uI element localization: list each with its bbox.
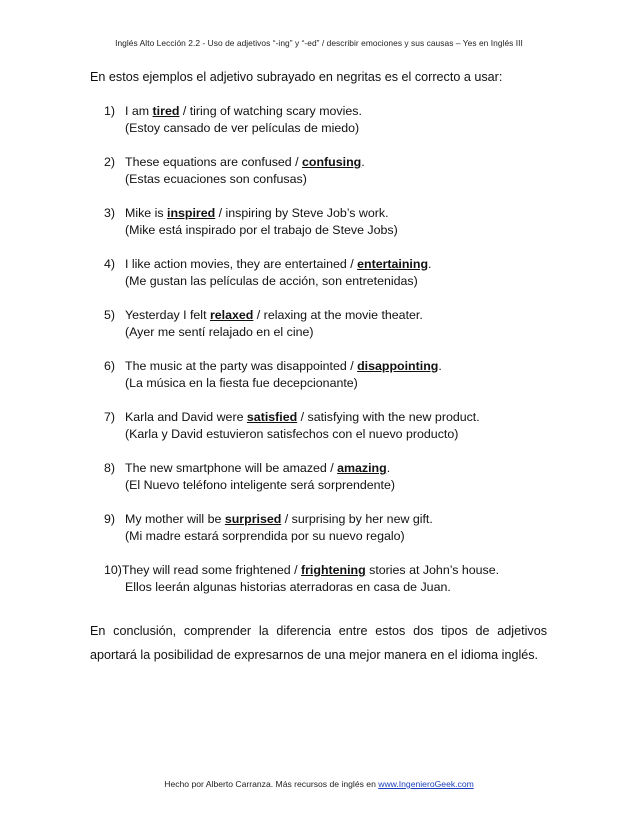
item-number: 7) bbox=[104, 410, 116, 424]
spanish-translation: (Mike está inspirado por el trabajo de Steve Jobs) bbox=[125, 223, 398, 237]
list-item bbox=[104, 460, 564, 511]
spanish-translation: (Me gustan las películas de acción, son entretenidas) bbox=[125, 274, 418, 288]
item-number: 3) bbox=[104, 206, 116, 220]
correct-adjective: confusing bbox=[302, 155, 362, 169]
correct-adjective: amazing bbox=[337, 461, 387, 475]
correct-adjective: inspired bbox=[167, 206, 216, 220]
english-sentence bbox=[104, 256, 564, 273]
list-item bbox=[104, 562, 564, 613]
english-sentence bbox=[104, 307, 564, 324]
sentence-part: / relaxing at the movie theater. bbox=[253, 308, 423, 322]
correct-adjective: entertaining bbox=[357, 257, 429, 271]
correct-adjective: disappointing bbox=[357, 359, 439, 373]
list-item bbox=[104, 256, 564, 307]
sentence-part: They will read some frightened / bbox=[121, 563, 301, 577]
sentence-part: The music at the party was disappointed / bbox=[125, 359, 358, 373]
item-number: 10) bbox=[104, 563, 122, 577]
list-item bbox=[104, 358, 564, 409]
sentence-part: . bbox=[361, 155, 365, 169]
sentence-part: These equations are confused / bbox=[125, 155, 303, 169]
spanish-translation: (Mi madre estará sorprendida por su nuevo regalo) bbox=[125, 529, 405, 543]
item-number: 2) bbox=[104, 155, 116, 169]
sentence-part: . bbox=[428, 257, 432, 271]
intro-text: En estos ejemplos el adjetivo subrayado en negritas es el correcto a usar: bbox=[90, 70, 503, 84]
page-header: Inglés Alto Lección 2.2 - Uso de adjetivos “-ing” y “-ed” / describir emociones y sus causas – Yes en Inglés III bbox=[115, 38, 523, 48]
item-number: 8) bbox=[104, 461, 116, 475]
footer-text: Hecho por Alberto Carranza. Más recursos de inglés en bbox=[164, 779, 379, 789]
spanish-translation: (Estas ecuaciones son confusas) bbox=[125, 172, 307, 186]
correct-adjective: surprised bbox=[224, 512, 282, 526]
sentence-part: Karla and David were bbox=[125, 410, 247, 424]
english-sentence bbox=[104, 103, 564, 120]
example-list bbox=[104, 103, 564, 613]
sentence-part: I like action movies, they are entertained / bbox=[125, 257, 358, 271]
sentence-part: Yesterday I felt bbox=[125, 308, 210, 322]
correct-adjective: relaxed bbox=[209, 308, 254, 322]
spanish-translation: (Estoy cansado de ver películas de miedo) bbox=[125, 121, 360, 135]
english-sentence bbox=[104, 358, 564, 375]
sentence-part: stories at John’s house. bbox=[365, 563, 500, 577]
list-item bbox=[104, 154, 564, 205]
list-item bbox=[104, 103, 564, 154]
spanish-translation: Ellos leerán algunas historias aterradoras en casa de Juan. bbox=[125, 580, 451, 594]
sentence-part: . bbox=[386, 461, 391, 475]
english-sentence bbox=[104, 511, 564, 528]
item-number: 9) bbox=[104, 512, 116, 526]
spanish-translation: (La música en la fiesta fue decepcionante) bbox=[125, 376, 358, 390]
english-sentence bbox=[104, 460, 564, 477]
item-number: 4) bbox=[104, 257, 116, 271]
sentence-part: / surprising by her new gift. bbox=[281, 512, 433, 526]
page-footer bbox=[0, 779, 638, 789]
sentence-part: Mike is bbox=[125, 206, 167, 220]
correct-adjective: tired bbox=[152, 104, 180, 118]
item-number: 6) bbox=[104, 359, 116, 373]
spanish-translation: (Karla y David estuvieron satisfechos con el nuevo producto) bbox=[125, 427, 459, 441]
english-sentence bbox=[104, 154, 564, 171]
list-item bbox=[104, 409, 564, 460]
correct-adjective: frightening bbox=[300, 563, 366, 577]
sentence-part: The new smartphone will be amazed / bbox=[125, 461, 338, 475]
sentence-part: I am bbox=[125, 104, 153, 118]
conclusion-paragraph: En conclusión, comprender la diferencia entre estos dos tipos de adjetivos aportará la posibilidad de expresarnos de una mejor manera en el idioma inglés. bbox=[90, 624, 547, 662]
spanish-translation: (El Nuevo teléfono inteligente será sorprendente) bbox=[125, 478, 396, 492]
sentence-part: . bbox=[438, 359, 442, 373]
sentence-part: / tiring of watching scary movies. bbox=[179, 104, 362, 118]
sentence-part: / satisfying with the new product. bbox=[297, 410, 480, 424]
sentence-part: My mother will be bbox=[125, 512, 225, 526]
item-number: 5) bbox=[104, 308, 116, 322]
correct-adjective: satisfied bbox=[246, 410, 298, 424]
spanish-translation: (Ayer me sentí relajado en el cine) bbox=[125, 325, 314, 339]
list-item bbox=[104, 511, 564, 562]
english-sentence bbox=[104, 205, 564, 222]
english-sentence bbox=[104, 562, 564, 579]
list-item bbox=[104, 307, 564, 358]
item-number: 1) bbox=[104, 104, 116, 118]
sentence-part: / inspiring by Steve Job’s work. bbox=[215, 206, 389, 220]
website-link[interactable]: www.IngenieroGeek.com bbox=[378, 779, 474, 789]
list-item bbox=[104, 205, 564, 256]
english-sentence bbox=[104, 409, 564, 426]
